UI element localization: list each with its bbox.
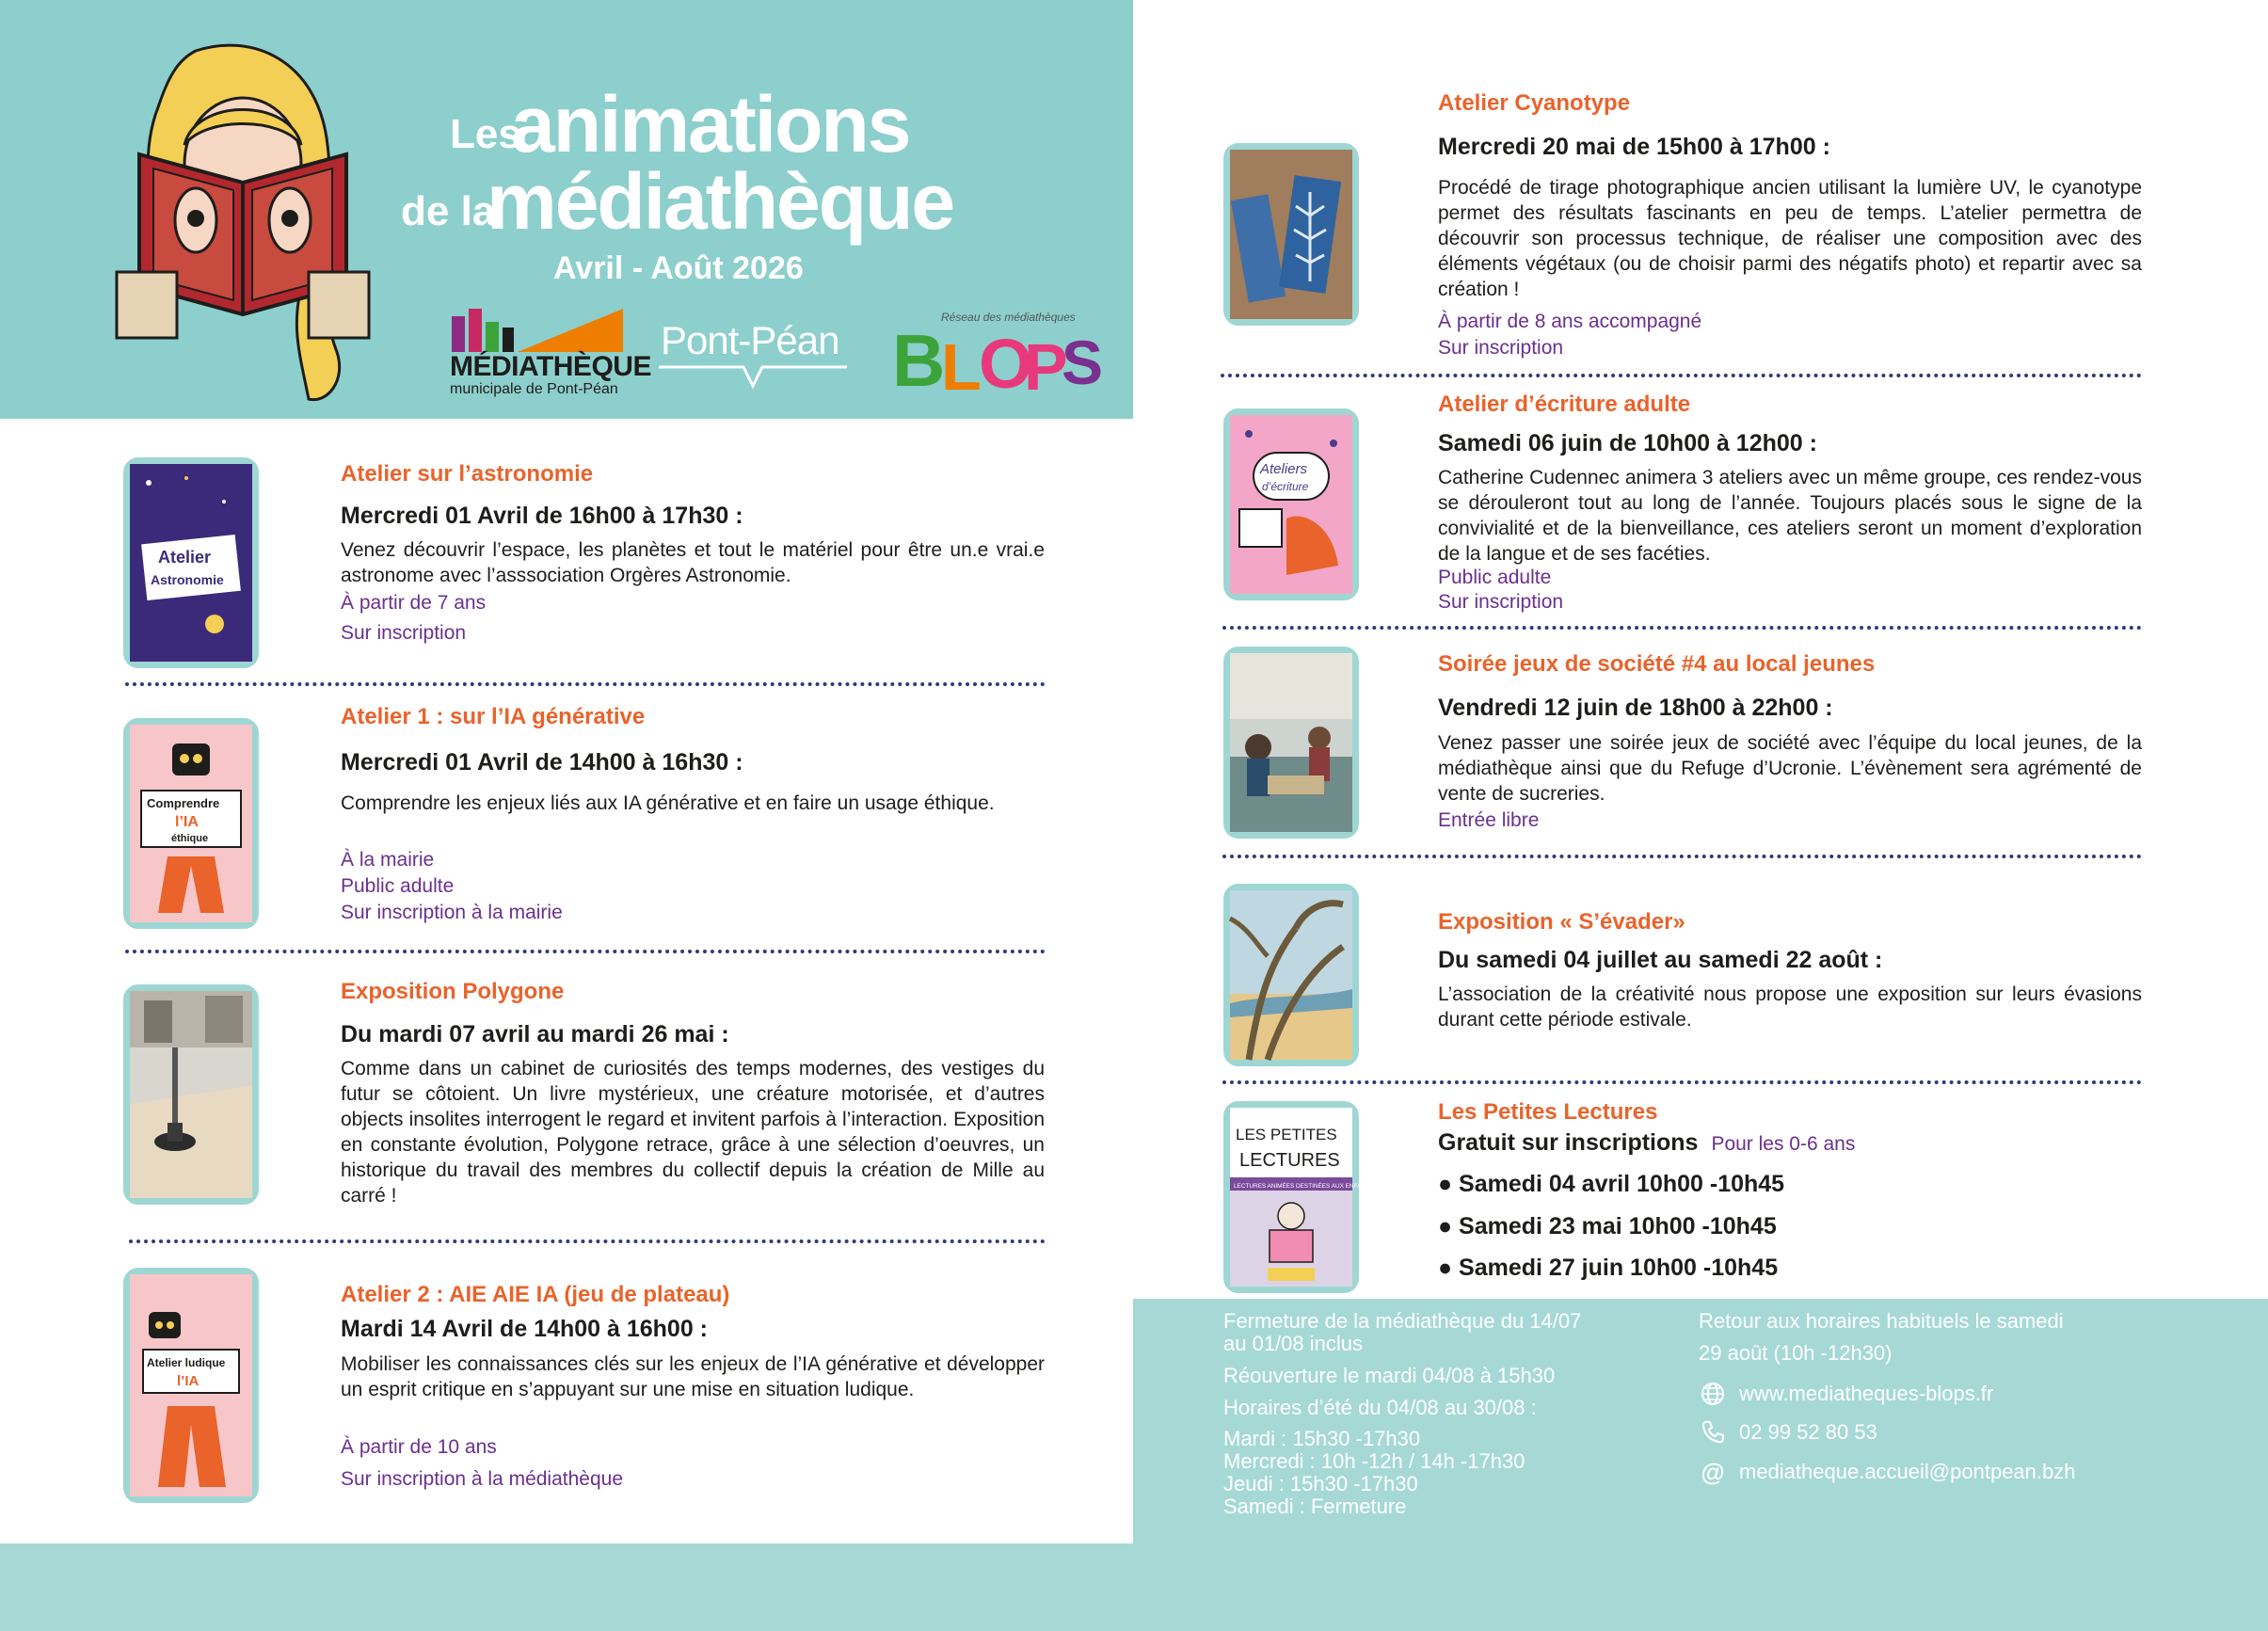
svg-text:L: L — [941, 330, 982, 404]
info-hours-mardi: Mardi : 15h30 -17h30 — [1223, 1427, 1421, 1450]
info-reopen: Réouverture le mardi 04/08 à 15h30 — [1223, 1364, 1556, 1387]
event-extra-age: À partir de 7 ans — [341, 592, 487, 614]
blops-logo-subtitle: Réseau des médiathèques — [941, 311, 1076, 324]
astronomy-poster-line-2: Astronomie — [151, 572, 224, 587]
event-extra-lieu: À la mairie — [341, 849, 435, 871]
event-title-evader: Exposition « S’évader» — [1438, 909, 1685, 935]
aie-aie-ia-poster — [123, 1268, 259, 1503]
info-summer-hours-title: Horaires d’été du 04/08 au 30/08 : — [1223, 1396, 1537, 1419]
info-closure-2: au 01/08 inclus — [1223, 1332, 1363, 1355]
event-extra-inscription: Sur inscription à la mairie — [341, 902, 563, 923]
title-mediatheque: médiathèque — [487, 157, 954, 246]
petites-lectures-poster — [1223, 1101, 1374, 1293]
cyanotype-photo — [1223, 143, 1359, 326]
website-link-row[interactable] — [1700, 1381, 1993, 1407]
event-desc-evader: L’association de la créativité nous propose une exposition sur leurs évasions durant cette période estivale. — [1438, 983, 2142, 1031]
info-return-2: 29 août (10h -12h30) — [1699, 1341, 1893, 1365]
info-return-1: Retour aux horaires habituels le samedi — [1699, 1309, 2064, 1333]
astronomy-poster — [123, 457, 259, 668]
separator — [125, 682, 1046, 686]
event-title-jeux: Soirée jeux de société #4 au local jeunes — [1438, 651, 1876, 677]
aie-poster-line-2: l’IA — [177, 1373, 200, 1389]
pont-pean-logo: Pont-Péan — [661, 318, 839, 362]
event-desc-ecriture: Catherine Cudennec animera 3 ateliers avec un même groupe, ces rendez-vous se dérouleront tout au long de l’année. Toujours placés sous le signe de la convivialité et de la bienveillance, ces ateliers seront un moment d’exploration de la langue et de ses facéties. — [1438, 467, 2142, 565]
svg-text:O: O — [979, 325, 1033, 403]
astronomy-poster-line-1: Atelier — [158, 548, 212, 567]
separator — [1222, 855, 2142, 858]
pont-pean-underline — [659, 363, 847, 392]
event-extra-inscription: Sur inscription — [1438, 337, 1564, 359]
footer-band — [0, 1543, 2268, 1631]
event-title-cyanotype: Atelier Cyanotype — [1438, 90, 1631, 116]
event-extra-inscription: Sur inscription — [341, 622, 467, 644]
event-extra-age: À partir de 8 ans accompagné — [1438, 311, 1702, 332]
info-hours-jeudi: Jeudi : 15h30 -17h30 — [1223, 1472, 1418, 1495]
event-date-ecriture: Samedi 06 juin de 10h00 à 12h00 : — [1438, 430, 1817, 456]
svg-text:B: B — [892, 319, 946, 402]
event-date-astronomie: Mercredi 01 Avril de 16h00 à 17h30 : — [341, 503, 743, 529]
ia-generative-poster — [123, 718, 259, 929]
event-extra-public: Public adulte — [1438, 567, 1552, 588]
at-icon: @ — [1701, 1458, 1725, 1486]
petites-lectures-gratuit — [1438, 1129, 1855, 1157]
event-extra-age: À partir de 10 ans — [341, 1436, 497, 1458]
event-date-cyanotype: Mercredi 20 mai de 15h00 à 17h00 : — [1438, 134, 1830, 160]
title-les: Les — [450, 111, 521, 157]
event-title-ia-2: Atelier 2 : AIE AIE IA (jeu de plateau) — [341, 1282, 730, 1307]
petites-lectures-poster-line-2: LECTURES — [1239, 1150, 1340, 1171]
separator — [1221, 374, 2142, 377]
jeux-photo — [1223, 647, 1359, 839]
event-date-polygone: Du mardi 07 avril au mardi 26 mai : — [341, 1021, 729, 1047]
event-desc-polygone: Comme dans un cabinet de curiosités des temps modernes, des vestiges du futur se côtoient. Un livre mystérieux, une créature motorisée, et d’autres objects insolites interrogent le regard et invitent parfois à l’interaction. Exposition en constante évolution, Polygone retrace, grâce à une sélection d’oeuvres, un historique du travail des membres du collectif depuis la création de Mille au carré ! — [341, 1058, 1045, 1207]
email-row[interactable] — [1700, 1459, 2075, 1485]
event-title-ia-1: Atelier 1 : sur l’IA générative — [341, 704, 646, 729]
aie-poster-line-1: Atelier ludique — [147, 1356, 226, 1369]
event-extra-entree: Entrée libre — [1438, 809, 1540, 831]
info-closure-1: Fermeture de la médiathèque du 14/07 — [1223, 1309, 1582, 1333]
title-animations: animations — [511, 80, 910, 168]
separator — [1222, 626, 2142, 630]
phone-row[interactable] — [1700, 1419, 1877, 1446]
event-date-evader: Du samedi 04 juillet au samedi 22 août : — [1438, 947, 1883, 973]
mediatheque-logo-subtitle: municipale de Pont-Péan — [450, 381, 618, 397]
petites-lectures-age: Pour les 0-6 ans — [1711, 1133, 1856, 1155]
ecriture-poster-line-1: Ateliers — [1260, 461, 1308, 477]
ia-poster-line-2: l’IA — [175, 814, 199, 830]
info-hours-samedi: Samedi : Fermeture — [1223, 1495, 1407, 1518]
globe-icon — [1700, 1381, 1726, 1407]
event-extra-public: Public adulte — [341, 875, 455, 897]
separator — [125, 950, 1046, 953]
ecriture-poster — [1223, 408, 1359, 600]
event-title-ecriture: Atelier d’écriture adulte — [1438, 392, 1691, 417]
ia-poster-line-1: Comprendre — [147, 796, 220, 810]
petites-lectures-poster-sub: LECTURES ANIMÉES DESTINÉES AUX ENFANTS — [1234, 1183, 1374, 1190]
event-title-petites-lectures: Les Petites Lectures — [1438, 1099, 1658, 1125]
event-date-ia-2: Mardi 14 Avril de 14h00 à 16h00 : — [341, 1316, 709, 1342]
event-desc-ia-2: Mobiliser les connaissances clés sur les enjeux de l’IA générative et développer un esprit critique en s’appuyant sur une mise en situation ludique. — [341, 1353, 1045, 1400]
evader-painting — [1223, 884, 1359, 1066]
ecriture-poster-line-2: d’écriture — [1262, 480, 1309, 493]
mediatheque-logo-title: MÉDIATHÈQUE — [450, 351, 651, 382]
event-desc-ia-1: Comprendre les enjeux liés aux IA générative et en faire un usage éthique. — [341, 792, 995, 814]
event-date-ia-1: Mercredi 01 Avril de 14h00 à 16h30 : — [341, 749, 743, 776]
petites-lectures-gratuit-text: Gratuit sur inscriptions — [1438, 1129, 1699, 1156]
ia-poster-line-3: éthique — [171, 833, 209, 844]
event-title-polygone: Exposition Polygone — [341, 979, 565, 1004]
event-title-astronomie: Atelier sur l’astronomie — [341, 461, 594, 487]
phone-icon — [1700, 1419, 1726, 1446]
separator — [1222, 1080, 2142, 1084]
event-date-jeux: Vendredi 12 juin de 18h00 à 22h00 : — [1438, 695, 1833, 721]
petites-lectures-session-3: ● Samedi 27 juin 10h00 -10h45 — [1438, 1255, 1779, 1281]
event-extra-inscription: Sur inscription à la médiathèque — [341, 1468, 624, 1490]
event-desc-cyanotype: Procédé de tirage photographique ancien utilisant la lumière UV, le cyanotype permet des résultats fascinants en peu de temps. L’atelier permettra de découvrir son processus technique, de réaliser une composition avec des éléments végétaux (ou de choisir parmi des négatifs photo) et repartir avec sa création ! — [1438, 177, 2142, 300]
event-desc-jeux: Venez passer une soirée jeux de société avec l’équipe du local jeunes, de la médiathèque ainsi que du Refuge d’Ucronie. L’évènement sera agrémenté de vente de sucreries. — [1438, 732, 2142, 805]
petites-lectures-session-2: ● Samedi 23 mai 10h00 -10h45 — [1438, 1213, 1777, 1239]
event-desc-astronomie: Venez découvrir l’espace, les planètes et tout le matériel pour être un.e vrai.e astronome avec l’asssociation Orgères Astronomie. — [341, 539, 1045, 586]
svg-text:P: P — [1024, 330, 1068, 404]
period-label: Avril - Août 2026 — [553, 250, 804, 286]
mediatheque-logo-mark — [452, 309, 623, 352]
phone-number[interactable]: 02 99 52 80 53 — [1739, 1420, 1877, 1444]
petites-lectures-poster-line-1: LES PETITES — [1236, 1126, 1337, 1143]
separator — [129, 1239, 1046, 1243]
reading-girl-illustration — [111, 41, 384, 408]
title-de-la: de la — [401, 188, 496, 234]
petites-lectures-session-1: ● Samedi 04 avril 10h00 -10h45 — [1438, 1171, 1785, 1197]
event-extra-inscription: Sur inscription — [1438, 591, 1564, 613]
website-link[interactable]: www.mediatheques-blops.fr — [1739, 1382, 1994, 1405]
info-hours-mercredi: Mercredi : 10h -12h / 14h -17h30 — [1223, 1449, 1525, 1473]
polygone-photo — [123, 984, 259, 1205]
email-link[interactable]: mediatheque.accueil@pontpean.bzh — [1739, 1460, 2076, 1483]
svg-text:S: S — [1062, 328, 1104, 397]
